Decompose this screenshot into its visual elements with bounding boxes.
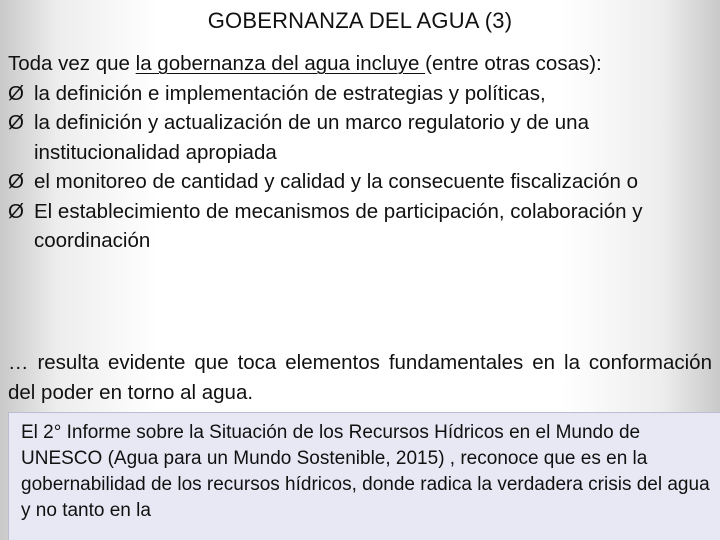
- intro-underlined-text: la gobernanza del agua incluye: [135, 52, 426, 75]
- bullet-text: la definición y actualización de un marco regulatorio y de una institucionalidad apropiada: [34, 111, 589, 164]
- bullet-item: [8, 79, 714, 109]
- unesco-note-text: El 2° Informe sobre la Situación de los Recursos Hídricos en el Mundo de UNESCO (Agua para un Mundo Sostenible, 2015) , reconoce que es en la gobernabilidad de los recursos hídricos, donde radica la verdadera crisis del agua y no tanto en la: [21, 422, 710, 521]
- bullet-item: [8, 108, 714, 167]
- conclusion-paragraph: … resulta evidente que toca elementos fundamentales en la conformación del poder en torno al agua.: [8, 351, 712, 404]
- bullet-text: el monitoreo de cantidad y calidad y la consecuente fiscalización o: [34, 170, 638, 193]
- arrow-bullet-icon: Ø: [8, 170, 24, 193]
- bullet-item: [8, 197, 714, 256]
- bullet-text: la definición e implementación de estrategias y políticas,: [34, 81, 546, 105]
- bullet-text: El establecimiento de mecanismos de participación, colaboración y coordinación: [34, 199, 643, 252]
- intro-text-before: Toda vez que: [8, 52, 136, 75]
- unesco-note-box: [8, 412, 720, 540]
- bullet-list: [8, 79, 714, 256]
- slide-title: GOBERNANZA DEL AGUA (3): [207, 8, 513, 33]
- intro-text-after: (entre otras cosas):: [425, 52, 602, 75]
- arrow-bullet-icon: Ø: [8, 199, 24, 223]
- slide-body: [8, 49, 714, 256]
- arrow-bullet-icon: Ø: [8, 111, 24, 134]
- bullet-item: [8, 167, 714, 197]
- arrow-bullet-icon: Ø: [8, 81, 24, 105]
- intro-paragraph: [8, 49, 714, 79]
